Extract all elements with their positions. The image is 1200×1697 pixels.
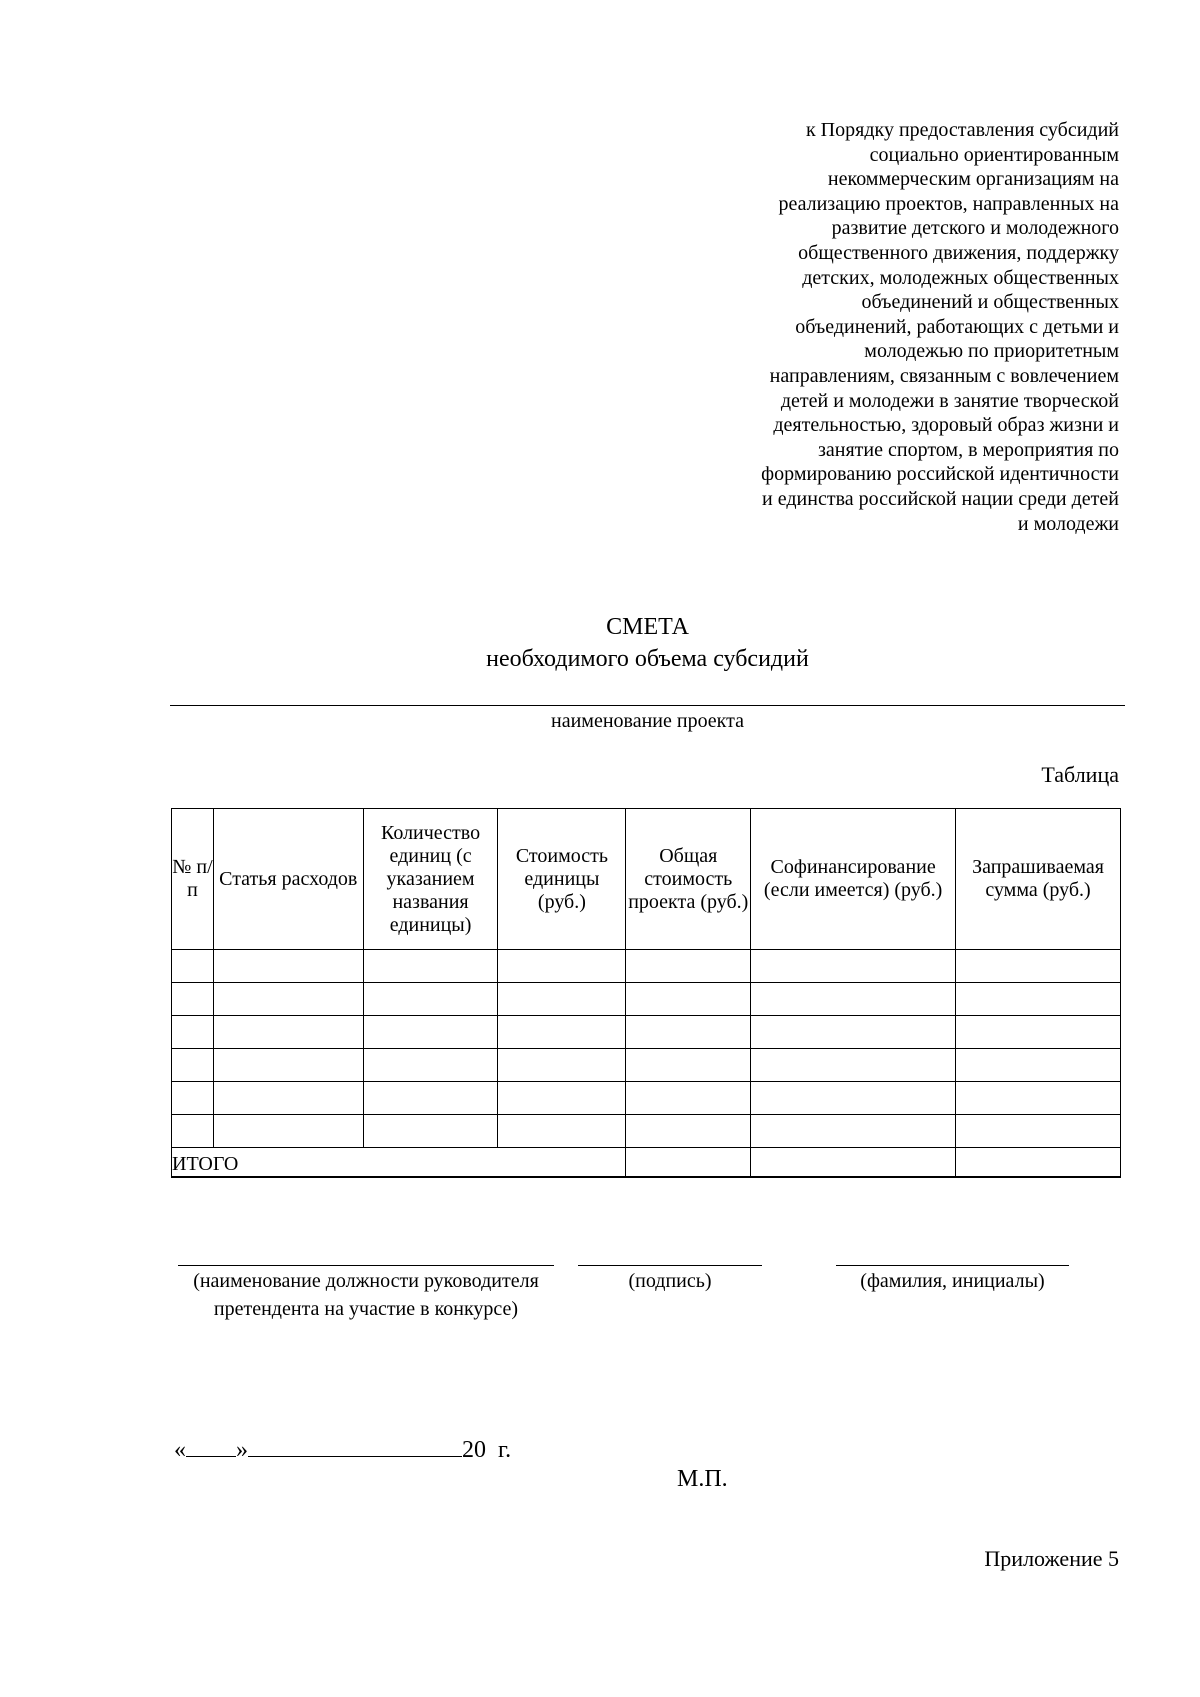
table-cell[interactable] <box>363 1016 498 1049</box>
table-cell[interactable] <box>751 1016 956 1049</box>
table-cell[interactable] <box>498 950 626 983</box>
table-cell[interactable] <box>213 1115 363 1148</box>
table-cell[interactable] <box>751 1082 956 1115</box>
table-cell[interactable] <box>956 983 1121 1016</box>
table-cell[interactable] <box>751 950 956 983</box>
header-note-line: деятельностью, здоровый образ жизни и <box>773 414 1119 437</box>
table-row <box>172 1082 1121 1115</box>
project-name-label: наименование проекта <box>551 710 744 732</box>
table-cell[interactable] <box>956 1115 1121 1148</box>
date-open-quote: « <box>174 1437 186 1463</box>
header-note-line: детских, молодежных общественных <box>802 266 1119 289</box>
date-close-quote: » <box>236 1437 248 1463</box>
table-cell[interactable] <box>172 1016 214 1049</box>
header-note-line: направлениям, связанным с вовлечением <box>769 364 1119 387</box>
table-cell[interactable] <box>498 1115 626 1148</box>
table-cell[interactable] <box>498 1016 626 1049</box>
total-cell[interactable] <box>751 1148 956 1178</box>
table-row <box>172 1115 1121 1148</box>
table-cell[interactable] <box>363 950 498 983</box>
table-cell[interactable] <box>956 1049 1121 1082</box>
table-cell[interactable] <box>626 983 751 1016</box>
column-header-total-cost: Общая стоимость проекта (руб.) <box>626 809 751 950</box>
table-header-row <box>172 809 1121 950</box>
header-note-line: и единства российской нации среди детей <box>762 487 1119 510</box>
table-cell[interactable] <box>363 1115 498 1148</box>
header-note-line: социально ориентированным <box>869 143 1119 166</box>
table-cell[interactable] <box>172 950 214 983</box>
table-label: Таблица <box>1041 762 1119 787</box>
header-note-line: общественного движения, поддержку <box>798 241 1119 264</box>
table-cell[interactable] <box>172 1049 214 1082</box>
total-cell[interactable] <box>956 1148 1121 1178</box>
name-blank-line[interactable] <box>836 1265 1069 1266</box>
table-cell[interactable] <box>626 1049 751 1082</box>
table-cell[interactable] <box>751 1049 956 1082</box>
document-title: СМЕТА <box>606 614 689 640</box>
column-header-unit-cost: Стоимость единицы (руб.) <box>498 809 626 950</box>
header-note <box>689 118 1119 536</box>
budget-table <box>171 808 1121 1178</box>
header-note-line: молодежью по приоритетным <box>864 340 1119 363</box>
table-row <box>172 950 1121 983</box>
header-note-line: реализацию проектов, направленных на <box>778 192 1119 215</box>
total-cell[interactable] <box>626 1148 751 1178</box>
stamp-label: М.П. <box>677 1466 728 1492</box>
header-note-line: к Порядку предоставления субсидий <box>805 119 1119 141</box>
table-cell[interactable] <box>213 983 363 1016</box>
table-cell[interactable] <box>213 1016 363 1049</box>
name-caption: (фамилия, инициалы) <box>860 1270 1045 1292</box>
table-cell[interactable] <box>626 1115 751 1148</box>
table-cell[interactable] <box>751 1115 956 1148</box>
table-cell[interactable] <box>172 983 214 1016</box>
date-line <box>174 1434 511 1464</box>
document-subtitle: необходимого объема субсидий <box>486 646 809 672</box>
table-cell[interactable] <box>956 1082 1121 1115</box>
position-blank-line[interactable] <box>178 1265 554 1266</box>
header-note-line: и молодежи <box>1017 512 1119 535</box>
column-header-quantity: Количество единиц (с указанием названия единицы) <box>363 809 498 950</box>
header-note-line: некоммерческим организациям на <box>827 168 1119 191</box>
table-cell[interactable] <box>498 1049 626 1082</box>
day-blank[interactable] <box>186 1434 236 1457</box>
table-cell[interactable] <box>363 1082 498 1115</box>
table-cell[interactable] <box>498 983 626 1016</box>
project-name-blank[interactable] <box>170 705 1125 706</box>
table-cell[interactable] <box>751 983 956 1016</box>
column-header-expense-item: Статья расходов <box>213 809 363 950</box>
column-header-cofinancing: Софинансирование (если имеется) (руб.) <box>751 809 956 950</box>
header-note-line: детей и молодежи в занятие творческой <box>780 389 1119 412</box>
table-cell[interactable] <box>956 950 1121 983</box>
table-cell[interactable] <box>363 1049 498 1082</box>
column-header-requested-amount: Запрашиваемая сумма (руб.) <box>956 809 1121 950</box>
table-cell[interactable] <box>363 983 498 1016</box>
header-note-line: формированию российской идентичности <box>761 463 1119 486</box>
signature-blank-line[interactable] <box>578 1265 762 1266</box>
table-row <box>172 1049 1121 1082</box>
position-caption: (наименование должности руководителя претендента на участие в конкурсе) <box>193 1270 539 1320</box>
year-prefix: 20 <box>462 1437 486 1463</box>
table-row <box>172 1016 1121 1049</box>
year-suffix: г. <box>498 1437 512 1463</box>
header-note-line: занятие спортом, в мероприятия по <box>818 438 1119 461</box>
table-cell[interactable] <box>172 1115 214 1148</box>
header-note-line: объединений и общественных <box>861 291 1119 314</box>
table-cell[interactable] <box>213 1049 363 1082</box>
signature-caption: (подпись) <box>628 1270 712 1292</box>
appendix-label: Приложение 5 <box>984 1546 1119 1571</box>
header-note-line: развитие детского и молодежного <box>831 217 1119 240</box>
table-cell[interactable] <box>956 1016 1121 1049</box>
table-cell[interactable] <box>213 1082 363 1115</box>
month-blank[interactable] <box>248 1434 462 1457</box>
column-header-number: № п/п <box>172 809 214 950</box>
table-cell[interactable] <box>626 950 751 983</box>
table-cell[interactable] <box>172 1082 214 1115</box>
header-note-line: объединений, работающих с детьми и <box>795 315 1119 338</box>
table-cell[interactable] <box>626 1082 751 1115</box>
table-cell[interactable] <box>498 1082 626 1115</box>
table-cell[interactable] <box>213 950 363 983</box>
table-cell[interactable] <box>626 1016 751 1049</box>
total-label: ИТОГО <box>172 1148 626 1178</box>
table-row <box>172 983 1121 1016</box>
table-total-row <box>172 1148 1121 1178</box>
